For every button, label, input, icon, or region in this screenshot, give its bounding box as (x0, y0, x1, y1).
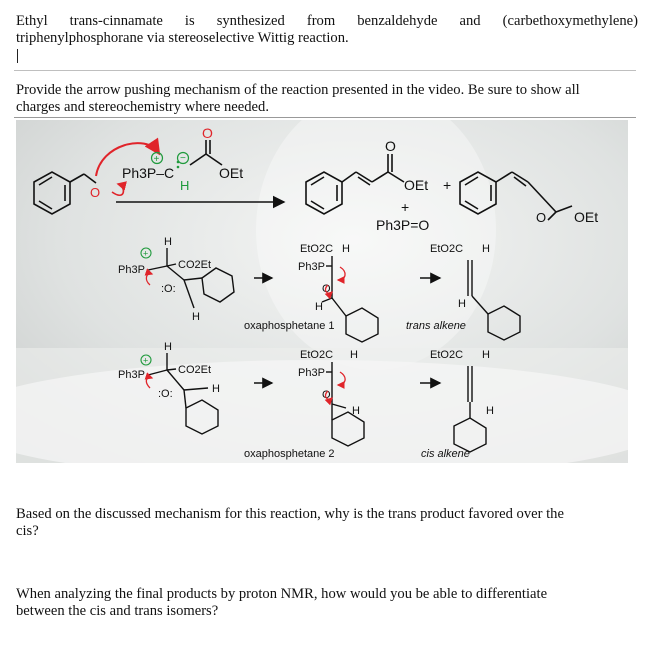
svg-text:+: + (143, 355, 149, 366)
ylide-label: Ph3P–C (122, 165, 175, 181)
ph3p-label: Ph3P (118, 264, 145, 276)
svg-text:EtO2C: EtO2C (300, 243, 334, 255)
svg-text::O:: :O: (158, 388, 173, 400)
ph3p-label: Ph3P (118, 369, 145, 381)
svg-text:+: + (153, 154, 160, 165)
plus-sign: + (401, 199, 410, 215)
question-3-line-1: When analyzing the final products by proton NMR, how would you be able to differentiate (16, 586, 548, 602)
trans-alkene-label: trans alkene (406, 320, 466, 332)
intro-line-1: Ethyl trans-cinnamate is synthesized from benzaldehyde and (carbethoxymethylene) (16, 13, 638, 29)
ylide-h-label: H (180, 178, 190, 193)
oet-left-label: OEt (219, 165, 244, 181)
cis-alkene-label: cis alkene (421, 448, 470, 460)
divider (14, 70, 636, 71)
oet-product-label: OEt (404, 177, 429, 193)
svg-text:EtO2C: EtO2C (430, 349, 464, 361)
question-3-line-2: between the cis and trans isomers? (16, 603, 219, 619)
svg-text:−: − (180, 153, 186, 164)
divider (14, 117, 636, 118)
phosphine-oxide-label: Ph3P=O (376, 217, 430, 233)
h-label: H (164, 341, 172, 353)
co2et-label: CO2Et (178, 364, 212, 376)
intro-line-2: triphenylphosphorane via stereoselective Wittig reaction. (16, 30, 349, 46)
oxaphosphetane-2-label: oxaphosphetane 2 (244, 448, 335, 460)
mechanism-figure (16, 120, 628, 463)
co2et-label: CO2Et (178, 259, 212, 271)
svg-text:Ph3P: Ph3P (298, 367, 325, 379)
oxaphosphetane-1-label: oxaphosphetane 1 (244, 320, 335, 332)
svg-text:H: H (352, 405, 360, 417)
svg-text:+: + (143, 248, 149, 259)
question-2-line-1: Based on the discussed mechanism for this reaction, why is the trans product favored over the (16, 506, 564, 522)
h-label: H (164, 236, 172, 248)
svg-text:EtO2C: EtO2C (430, 243, 464, 255)
h-label: H (192, 311, 200, 323)
svg-text:H: H (315, 301, 323, 313)
h-label: H (212, 383, 220, 395)
svg-text:O: O (202, 125, 213, 141)
svg-text:Ph3P: Ph3P (298, 261, 325, 273)
question-1-line-1: Provide the arrow pushing mechanism of the reaction presented in the video. Be sure to show all (16, 82, 580, 98)
svg-text:H: H (482, 349, 490, 361)
plus-sign: + (443, 177, 452, 193)
text-cursor (17, 49, 18, 63)
svg-text:O: O (322, 283, 331, 295)
svg-text:O: O (322, 389, 331, 401)
svg-text:H: H (458, 298, 466, 310)
o-right-label: O (536, 210, 547, 225)
svg-text:H: H (342, 243, 350, 255)
question-1-line-2: charges and stereochemistry where needed. (16, 99, 269, 115)
svg-text:H: H (350, 349, 358, 361)
svg-text::O:: :O: (161, 283, 176, 295)
svg-text:H: H (482, 243, 490, 255)
question-2-line-2: cis? (16, 523, 39, 539)
svg-text:EtO2C: EtO2C (300, 349, 334, 361)
svg-text:H: H (486, 405, 494, 417)
oet-right-label: OEt (574, 209, 599, 225)
svg-text:O: O (385, 138, 396, 154)
carbonyl-o-label: O (90, 185, 101, 200)
